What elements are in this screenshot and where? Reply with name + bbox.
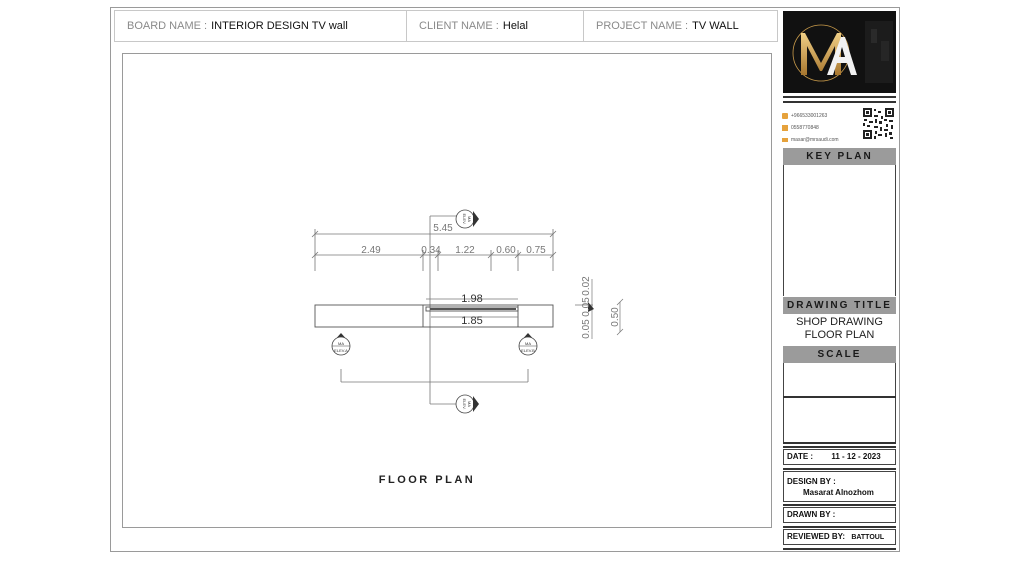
dim-depth: 0.50 (610, 307, 621, 327)
client-name-value: Helal (502, 20, 528, 32)
project-name-value: TV WALL (692, 20, 739, 32)
contact-list (782, 110, 862, 146)
phone-icon (782, 113, 788, 119)
client-name-label: CLIENT NAME : (419, 20, 499, 32)
marker-right-text-1: MA (525, 341, 531, 346)
marker-right-text-2: ELEV.B (521, 348, 535, 353)
dim-total: 5.45 (433, 223, 453, 234)
board-name-value: INTERIOR DESIGN TV wall (211, 20, 348, 32)
marker-left-text-2: ELEV.A (334, 348, 348, 353)
logo-mark-icon (783, 11, 896, 93)
elevation-marker-right (519, 333, 537, 355)
marker-bottom-text-1: ELEV. (462, 398, 467, 410)
project-name-cell (583, 11, 777, 41)
reviewed-by-value: BATTOUL (851, 534, 885, 541)
divider (783, 446, 896, 448)
blank-box (783, 398, 896, 442)
scale-box (783, 363, 896, 396)
sheet-header (114, 10, 778, 42)
section-marker-bottom (456, 395, 479, 413)
dim-seg-3: 1.22 (455, 245, 475, 256)
drawing-title-line-1: SHOP DRAWING (796, 316, 883, 328)
design-by-value: Masarat Alnozhom (803, 488, 874, 497)
board-name-cell (115, 11, 406, 41)
dim-seg-1: 2.49 (361, 245, 381, 256)
design-by-label: DESIGN BY : (787, 477, 836, 486)
plan-title: FLOOR PLAN (378, 474, 476, 486)
drawing-area (122, 53, 772, 528)
dim-side-2: 0.05 (581, 297, 592, 317)
dim-side-1: 0.05 (581, 319, 592, 339)
mobile-icon (782, 125, 788, 131)
date-label: DATE : (787, 452, 814, 461)
date-value: 11 - 12 - 2023 (831, 452, 881, 461)
board-name-label: BOARD NAME : (127, 20, 208, 32)
design-by-field (783, 471, 896, 502)
contact-mobile (782, 122, 862, 134)
contact-email (782, 134, 862, 146)
drawing-title-bar: DRAWING TITLE (783, 297, 896, 314)
key-plan-box (783, 165, 896, 296)
contact-email-text: masar@mrsaudi.com (791, 137, 839, 143)
drawing-title-text (783, 316, 896, 342)
drawing-title-line-2: FLOOR PLAN (804, 329, 875, 341)
drawn-by-field (783, 507, 896, 523)
email-icon (782, 138, 788, 142)
divider (783, 504, 896, 506)
dim-seg-2: 0.34 (421, 245, 441, 256)
elevation-marker-left (332, 333, 350, 355)
reviewed-by-label: REVIEWED BY: (787, 532, 846, 541)
floor-plan-drawing (123, 54, 773, 529)
marker-bottom-text-2: MA (467, 401, 472, 407)
marker-left-text-1: MA (338, 341, 344, 346)
drawn-by-label: DRAWN BY : (787, 510, 836, 519)
contact-phone-text: +966533001263 (791, 113, 828, 119)
key-plan-bar: KEY PLAN (783, 148, 896, 165)
divider (783, 468, 896, 470)
company-logo (783, 11, 896, 93)
divider (783, 442, 896, 444)
scale-bar: SCALE (783, 346, 896, 363)
dim-seg-4: 0.60 (496, 245, 516, 256)
dim-inner-top: 1.98 (461, 293, 483, 305)
divider (783, 101, 896, 103)
section-marker-top (456, 210, 479, 228)
project-name-label: PROJECT NAME : (596, 20, 689, 32)
reviewed-by-field (783, 529, 896, 545)
contact-phone (782, 110, 862, 122)
marker-top-text-1: ELEV. (462, 213, 467, 225)
date-field (783, 449, 896, 465)
divider (783, 96, 896, 98)
divider (783, 548, 896, 550)
title-block (780, 8, 899, 551)
client-name-cell (406, 11, 583, 41)
qr-code-icon (862, 107, 895, 140)
contact-mobile-text: 0558770848 (791, 125, 819, 131)
marker-top-text-2: MA (467, 216, 472, 222)
dim-inner-bottom: 1.85 (461, 315, 483, 327)
dim-seg-5: 0.75 (526, 245, 546, 256)
dim-side-3: 0.02 (581, 276, 592, 296)
divider (783, 526, 896, 528)
